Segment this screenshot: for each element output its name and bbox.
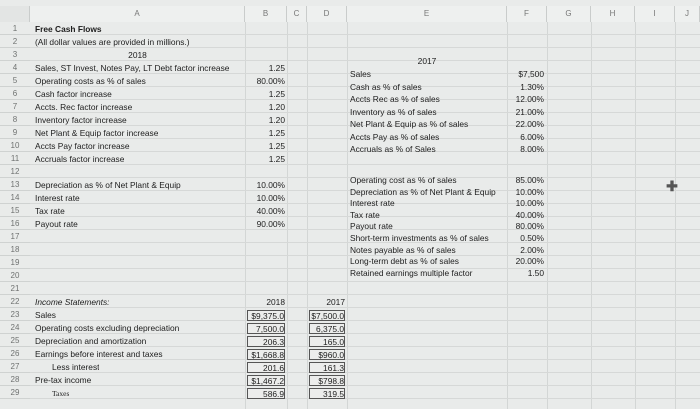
label-r25[interactable]: Depreciation and amortization <box>35 336 147 346</box>
row-line <box>30 294 700 295</box>
column-header-b[interactable]: B <box>245 6 287 22</box>
income-d-cell[interactable]: 165.0 <box>309 336 345 347</box>
right-label-cell[interactable]: Interest rate <box>350 198 395 209</box>
right-label-cell[interactable]: Short-term investments as % of sales <box>350 233 489 243</box>
column-header-d[interactable]: D <box>307 6 347 22</box>
row-header[interactable]: 21 <box>0 282 30 295</box>
row-line <box>30 307 700 308</box>
row-header[interactable]: 5 <box>0 74 30 87</box>
label-r13[interactable]: Depreciation as % of Net Plant & Equip <box>35 180 181 190</box>
b-r9[interactable]: 1.25 <box>268 128 285 138</box>
row-header[interactable]: 4 <box>0 61 30 74</box>
row-header[interactable]: 16 <box>0 217 30 230</box>
b-r13[interactable]: 10.00% <box>256 180 285 190</box>
column-header-a[interactable]: A <box>30 6 245 22</box>
right-label-cell[interactable]: Operating cost as % of sales <box>350 175 457 185</box>
row-line <box>30 372 700 373</box>
right-value-cell[interactable]: 85.00% <box>515 175 544 185</box>
b-r7[interactable]: 1.20 <box>268 102 285 112</box>
label-r23[interactable]: Sales <box>35 310 56 320</box>
label-r15[interactable]: Tax rate <box>35 206 65 216</box>
plus-cursor-icon: ✚ <box>666 178 678 194</box>
income-b-cell[interactable]: $1,668.8 <box>247 349 285 360</box>
label-r11[interactable]: Accruals factor increase <box>35 154 125 164</box>
label-r9[interactable]: Net Plant & Equip factor increase <box>35 128 159 138</box>
b-r8[interactable]: 1.20 <box>268 115 285 125</box>
row-line <box>30 34 700 35</box>
right-value-cell[interactable]: 21.00% <box>515 106 544 117</box>
right-label-cell[interactable]: Payout rate <box>350 221 393 232</box>
label-r8[interactable]: Inventory factor increase <box>35 115 127 125</box>
b-r15[interactable]: 40.00% <box>256 206 285 216</box>
row-header[interactable]: 17 <box>0 230 30 243</box>
units-note-cell[interactable]: (All dollar values are provided in millions.) <box>35 37 190 47</box>
income-d-cell[interactable]: $7,500.0 <box>309 310 345 321</box>
column-header-e[interactable]: E <box>347 6 507 22</box>
label-r28[interactable]: Pre-tax income <box>35 375 92 385</box>
right-value-cell[interactable]: 6.00% <box>520 131 544 142</box>
right-year-header[interactable]: 2017 <box>417 56 437 66</box>
right-value-cell[interactable]: 20.00% <box>515 256 544 267</box>
label-r29[interactable]: Taxes <box>52 389 70 398</box>
right-value-cell[interactable]: $7,500 <box>518 69 544 79</box>
label-r16[interactable]: Payout rate <box>35 219 78 229</box>
right-label-cell[interactable]: Sales <box>350 69 371 79</box>
b-r14[interactable]: 10.00% <box>256 193 285 203</box>
row-header[interactable]: 6 <box>0 87 30 100</box>
right-label-cell[interactable]: Cash as % of sales <box>350 81 422 92</box>
right-value-cell[interactable]: 0.50% <box>520 233 544 243</box>
row-header[interactable]: 19 <box>0 256 30 269</box>
income-d-cell[interactable]: $798.8 <box>309 375 345 386</box>
right-value-cell[interactable]: 80.00% <box>515 221 544 232</box>
income-d-cell[interactable]: 319.5 <box>309 388 345 399</box>
income-d-cell[interactable]: 161.3 <box>309 362 345 373</box>
row-line <box>30 385 700 386</box>
row-header[interactable]: 15 <box>0 204 30 217</box>
label-r14[interactable]: Interest rate <box>35 193 80 203</box>
label-r5[interactable]: Operating costs as % of sales <box>35 76 146 86</box>
b-r5[interactable]: 80.00% <box>256 76 285 86</box>
right-value-cell[interactable]: 1.30% <box>520 81 544 92</box>
column-header-f[interactable]: F <box>507 6 547 22</box>
column-header-i[interactable]: I <box>635 6 675 22</box>
row-header[interactable]: 12 <box>0 165 30 178</box>
row-header[interactable]: 11 <box>0 152 30 165</box>
row-line <box>30 281 700 282</box>
year-header-cell[interactable]: 2018 <box>128 50 147 60</box>
income-b-cell[interactable]: 206.3 <box>247 336 285 347</box>
income-b-cell[interactable]: 586.9 <box>247 388 285 399</box>
select-all-corner[interactable] <box>0 6 30 22</box>
right-value-cell[interactable]: 12.00% <box>515 94 544 104</box>
row-header[interactable]: 9 <box>0 126 30 139</box>
b-r4[interactable]: 1.25 <box>268 63 285 73</box>
right-value-cell[interactable]: 22.00% <box>515 119 544 129</box>
income-b-cell[interactable]: $1,467.2 <box>247 375 285 386</box>
column-header-c[interactable]: C <box>287 6 307 22</box>
title-cell[interactable]: Free Cash Flows <box>35 24 102 34</box>
b-r6[interactable]: 1.25 <box>268 89 285 99</box>
row-header[interactable]: 1 <box>0 22 30 35</box>
income-d-cell[interactable]: 6,375.0 <box>309 323 345 334</box>
right-value-cell[interactable]: 2.00% <box>520 244 544 255</box>
income-b-cell[interactable]: $9,375.0 <box>247 310 285 321</box>
row-header[interactable]: 22 <box>0 295 30 308</box>
right-label-cell[interactable]: Long-term debt as % of sales <box>350 256 459 267</box>
row-line <box>30 320 700 321</box>
right-value-cell[interactable]: 10.00% <box>515 186 544 197</box>
row-header[interactable]: 14 <box>0 191 30 204</box>
income-b-cell[interactable]: 201.6 <box>247 362 285 373</box>
right-label-cell[interactable]: Accruals as % of Sales <box>350 144 436 154</box>
b-r11[interactable]: 1.25 <box>268 154 285 164</box>
row-header[interactable]: 26 <box>0 347 30 360</box>
label-r6[interactable]: Cash factor increase <box>35 89 112 99</box>
row-header[interactable]: 20 <box>0 269 30 282</box>
right-value-cell[interactable]: 1.50 <box>527 267 544 278</box>
row-header[interactable]: 23 <box>0 308 30 321</box>
row-line <box>30 398 700 399</box>
row-header[interactable]: 24 <box>0 321 30 334</box>
b-r16[interactable]: 90.00% <box>256 219 285 229</box>
row-header[interactable]: 29 <box>0 386 30 399</box>
right-label-cell[interactable]: Net Plant & Equip as % of sales <box>350 119 469 129</box>
right-label-cell[interactable]: Tax rate <box>350 209 380 220</box>
row-line <box>30 164 700 165</box>
row-header[interactable]: 28 <box>0 373 30 386</box>
label-r4[interactable]: Sales, ST Invest, Notes Pay, LT Debt factor increase <box>35 63 230 73</box>
right-label-cell[interactable]: Retained earnings multiple factor <box>350 267 473 278</box>
label-r27[interactable]: Less interest <box>52 362 100 372</box>
column-header-j[interactable]: J <box>675 6 700 22</box>
right-label-cell[interactable]: Depreciation as % of Net Plant & Equip <box>350 186 496 197</box>
income-year-2018[interactable]: 2018 <box>266 297 285 307</box>
label-r10[interactable]: Accts Pay factor increase <box>35 141 130 151</box>
row-header[interactable]: 25 <box>0 334 30 347</box>
row-header[interactable]: 13 <box>0 178 30 191</box>
label-r24[interactable]: Operating costs excluding depreciation <box>35 323 180 333</box>
column-header-g[interactable]: G <box>547 6 591 22</box>
column-header-h[interactable]: H <box>591 6 635 22</box>
right-label-cell[interactable]: Accts Pay as % of sales <box>350 131 440 142</box>
row-header[interactable]: 27 <box>0 360 30 373</box>
label-r7[interactable]: Accts. Rec factor increase <box>35 102 133 112</box>
right-value-cell[interactable]: 10.00% <box>515 198 544 209</box>
right-label-cell[interactable]: Inventory as % of sales <box>350 106 437 117</box>
right-label-cell[interactable]: Accts Rec as % of sales <box>350 94 440 104</box>
right-value-cell[interactable]: 8.00% <box>520 144 544 154</box>
income-d-cell[interactable]: $960.0 <box>309 349 345 360</box>
row-header[interactable]: 3 <box>0 48 30 61</box>
income-b-cell[interactable]: 7,500.0 <box>247 323 285 334</box>
label-r22[interactable]: Income Statements: <box>35 297 110 307</box>
b-r10[interactable]: 1.25 <box>268 141 285 151</box>
right-label-cell[interactable]: Notes payable as % of sales <box>350 244 456 255</box>
row-header[interactable]: 2 <box>0 35 30 48</box>
row-header[interactable]: 10 <box>0 139 30 152</box>
row-header[interactable]: 7 <box>0 100 30 113</box>
income-year-2017[interactable]: 2017 <box>326 297 345 307</box>
label-r26[interactable]: Earnings before interest and taxes <box>35 349 163 359</box>
right-value-cell[interactable]: 40.00% <box>515 209 544 220</box>
row-header[interactable]: 18 <box>0 243 30 256</box>
row-header[interactable]: 8 <box>0 113 30 126</box>
